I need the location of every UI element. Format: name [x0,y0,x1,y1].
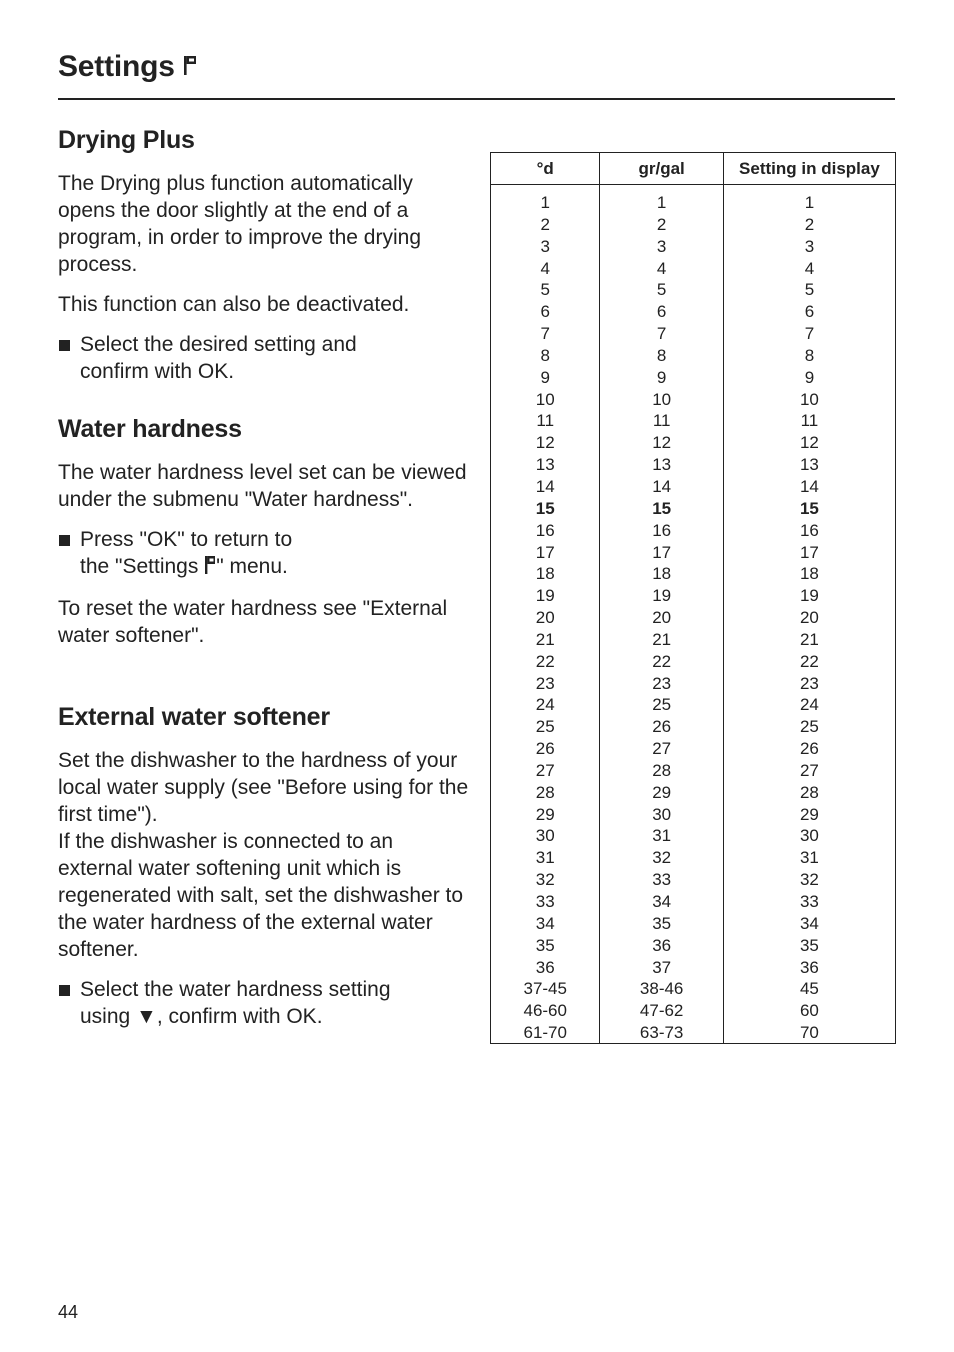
table-cell: 36 [799,957,819,977]
water-hardness-reset-note: To reset the water hardness see "External water softener". [58,597,448,647]
table-cell: 16 [535,520,555,540]
table-cell: 14 [652,476,672,496]
table-cell: 31 [535,848,555,868]
table-cell: 19 [652,586,672,606]
table-cell: 13 [799,455,819,475]
drying-plus-section [58,124,470,398]
table-cell: 26 [535,739,555,759]
external-softener-heading: External water softener [58,703,330,731]
table-cell: 6 [804,302,815,322]
table-cell: 18 [535,564,555,584]
table-cell: 5 [656,280,667,300]
table-cell: 29 [799,804,819,824]
bullet-square-icon [58,331,80,385]
column-header-grgal: gr/gal [600,153,723,184]
table-cell: 32 [535,870,555,890]
table-cell: 1 [804,193,815,212]
table-cell: 23 [799,673,819,693]
drying-plus-heading: Drying Plus [58,126,195,154]
water-hardness-table [490,152,896,1044]
table-cell: 21 [799,629,819,649]
page-title [58,50,197,84]
table-cell: 10 [799,389,819,409]
table-cell: 4 [656,258,667,278]
table-cell: 11 [536,411,555,431]
drying-plus-instruction [58,331,470,385]
table-cell: 2 [656,214,667,234]
instruction-text-part1: Press "OK" to return to the "Settings [80,528,293,578]
table-cell: 3 [804,236,815,256]
table-cell: 38-46 [639,979,684,999]
table-cell: 2 [804,214,815,234]
table-cell: 34 [652,892,672,911]
table-cell: 14 [799,476,819,496]
table-cell: 29 [535,804,555,824]
table-cell: 23 [652,673,672,693]
table-cell: 21 [652,629,672,649]
flag-icon [183,50,197,84]
table-cell: 24 [535,695,555,715]
table-cell: 35 [535,935,555,955]
table-cell: 18 [652,564,672,584]
table-cell: 30 [535,826,555,846]
table-cell: 20 [652,608,672,628]
table-cell: 16 [799,520,819,540]
table-cell: 9 [656,367,667,387]
table-cell: 17 [799,542,819,562]
table-cell: 13 [535,455,555,475]
external-softener-description: Set the dishwasher to the hardness of your local water supply (see "Before using for the first time"). [58,749,469,826]
table-cell: 8 [540,345,550,365]
external-softener-connected-note: If the dishwasher is connected to an external water softening unit which is regenerated with salt, set the dishwasher to the water hardness of the external water softener. [58,830,464,961]
table-cell: 19 [535,586,555,606]
table-cell: 35 [652,913,672,933]
table-cell: 36 [535,957,555,977]
table-cell: 31 [652,826,672,846]
table-cell: 34 [799,913,819,933]
table-cell: 70 [799,1023,819,1043]
water-hardness-instruction-text [80,526,470,582]
table-body [491,185,895,1043]
column-d [491,185,600,1043]
table-cell: 22 [652,651,672,671]
table-cell: 18 [799,564,819,584]
table-cell: 24 [799,695,819,715]
column-setting-cells [724,185,895,1044]
table-cell: 61-70 [523,1023,567,1043]
table-cell: 12 [652,433,672,453]
table-cell: 16 [652,520,672,540]
table-cell: 37-45 [523,979,567,999]
table-cell: 47-62 [639,1001,684,1021]
table-cell: 33 [652,870,672,890]
table-cell: 11 [652,411,671,431]
water-hardness-section [58,413,470,662]
table-cell: 7 [804,324,815,344]
table-cell: 23 [535,673,555,693]
bullet-square-icon [58,526,80,582]
column-header-d: °d [491,153,600,184]
flag-icon [204,555,216,582]
table-header-row [491,153,895,185]
page-title-text: Settings [58,50,175,83]
table-cell: 3 [540,236,550,256]
table-cell: 46-60 [523,1001,567,1021]
table-cell: 31 [799,848,819,868]
table-cell: 27 [535,760,555,780]
table-cell: 45 [799,979,819,999]
table-cell: 3 [656,236,667,256]
table-cell: 33 [799,892,819,911]
table-cell: 15 [799,498,819,518]
table-cell: 30 [652,804,672,824]
page-number: 44 [58,1302,79,1322]
table-cell: 4 [804,258,815,278]
table-cell: 36 [652,935,672,955]
bullet-square-icon [58,976,80,1030]
table-cell: 27 [652,739,672,759]
table-cell: 20 [799,608,819,628]
table-cell: 28 [652,760,672,780]
table-cell: 17 [535,542,555,562]
column-setting [724,185,895,1043]
table-cell: 28 [535,782,555,802]
column-header-setting: Setting in display [739,159,880,178]
table-cell: 11 [800,411,819,431]
table-cell: 33 [535,892,555,911]
table-cell: 4 [540,258,550,278]
table-cell: 34 [535,913,555,933]
table-cell: 21 [535,629,555,649]
table-cell: 32 [799,870,819,890]
instruction-text-part2: " menu. [216,555,288,578]
table-cell: 25 [652,695,672,715]
table-cell: 35 [799,935,819,955]
table-cell: 10 [535,389,555,409]
column-grgal-cells [600,185,722,1044]
table-cell: 9 [804,367,815,387]
table-cell: 8 [656,345,667,365]
title-divider [58,98,895,100]
table-cell: 17 [652,542,672,562]
table-cell: 29 [652,782,672,802]
table-cell: 19 [799,586,819,606]
external-softener-instruction-text: Select the water hardness setting using ▼, confirm with OK. [80,978,391,1028]
table-cell: 26 [652,717,672,737]
table-cell: 6 [540,302,550,322]
table-cell: 7 [656,324,667,344]
drying-plus-description: The Drying plus function automatically opens the door slightly at the end of a program, in order to improve the drying process. [58,172,421,276]
table-cell: 26 [799,739,819,759]
table-cell: 25 [535,717,555,737]
table-cell: 2 [540,214,550,234]
drying-plus-deactivate-note: This function can also be deactivated. [58,293,410,316]
table-cell: 12 [799,433,819,453]
table-cell: 27 [799,760,819,780]
external-softener-instruction [58,976,470,1030]
table-cell: 22 [799,651,819,671]
table-cell: 6 [656,302,667,322]
table-cell: 20 [535,608,555,628]
table-cell: 63-73 [639,1023,684,1043]
table-cell: 1 [540,193,550,212]
table-cell: 15 [652,498,672,518]
table-cell: 14 [535,476,555,496]
table-cell: 7 [540,324,550,344]
table-cell: 28 [799,782,819,802]
table-cell: 22 [535,651,555,671]
table-cell: 1 [656,193,667,212]
table-cell: 37 [652,957,672,977]
table-cell: 30 [799,826,819,846]
table-cell: 5 [540,280,550,300]
column-grgal [600,185,723,1043]
table-cell: 13 [652,455,672,475]
table-cell: 5 [804,280,815,300]
drying-plus-instruction-text: Select the desired setting and confirm with OK. [80,333,357,383]
table-cell: 12 [535,433,555,453]
table-cell: 9 [540,367,550,387]
water-hardness-description: The water hardness level set can be viewed under the submenu "Water hardness". [58,461,467,511]
water-hardness-heading: Water hardness [58,415,242,443]
table-cell: 25 [799,717,819,737]
table-cell: 8 [804,345,815,365]
external-softener-section [58,701,470,1043]
column-d-cells [491,185,599,1044]
water-hardness-instruction [58,526,470,582]
table-cell: 32 [652,848,672,868]
table-cell: 10 [652,389,672,409]
table-cell: 60 [799,1001,819,1021]
table-cell: 15 [535,498,555,518]
